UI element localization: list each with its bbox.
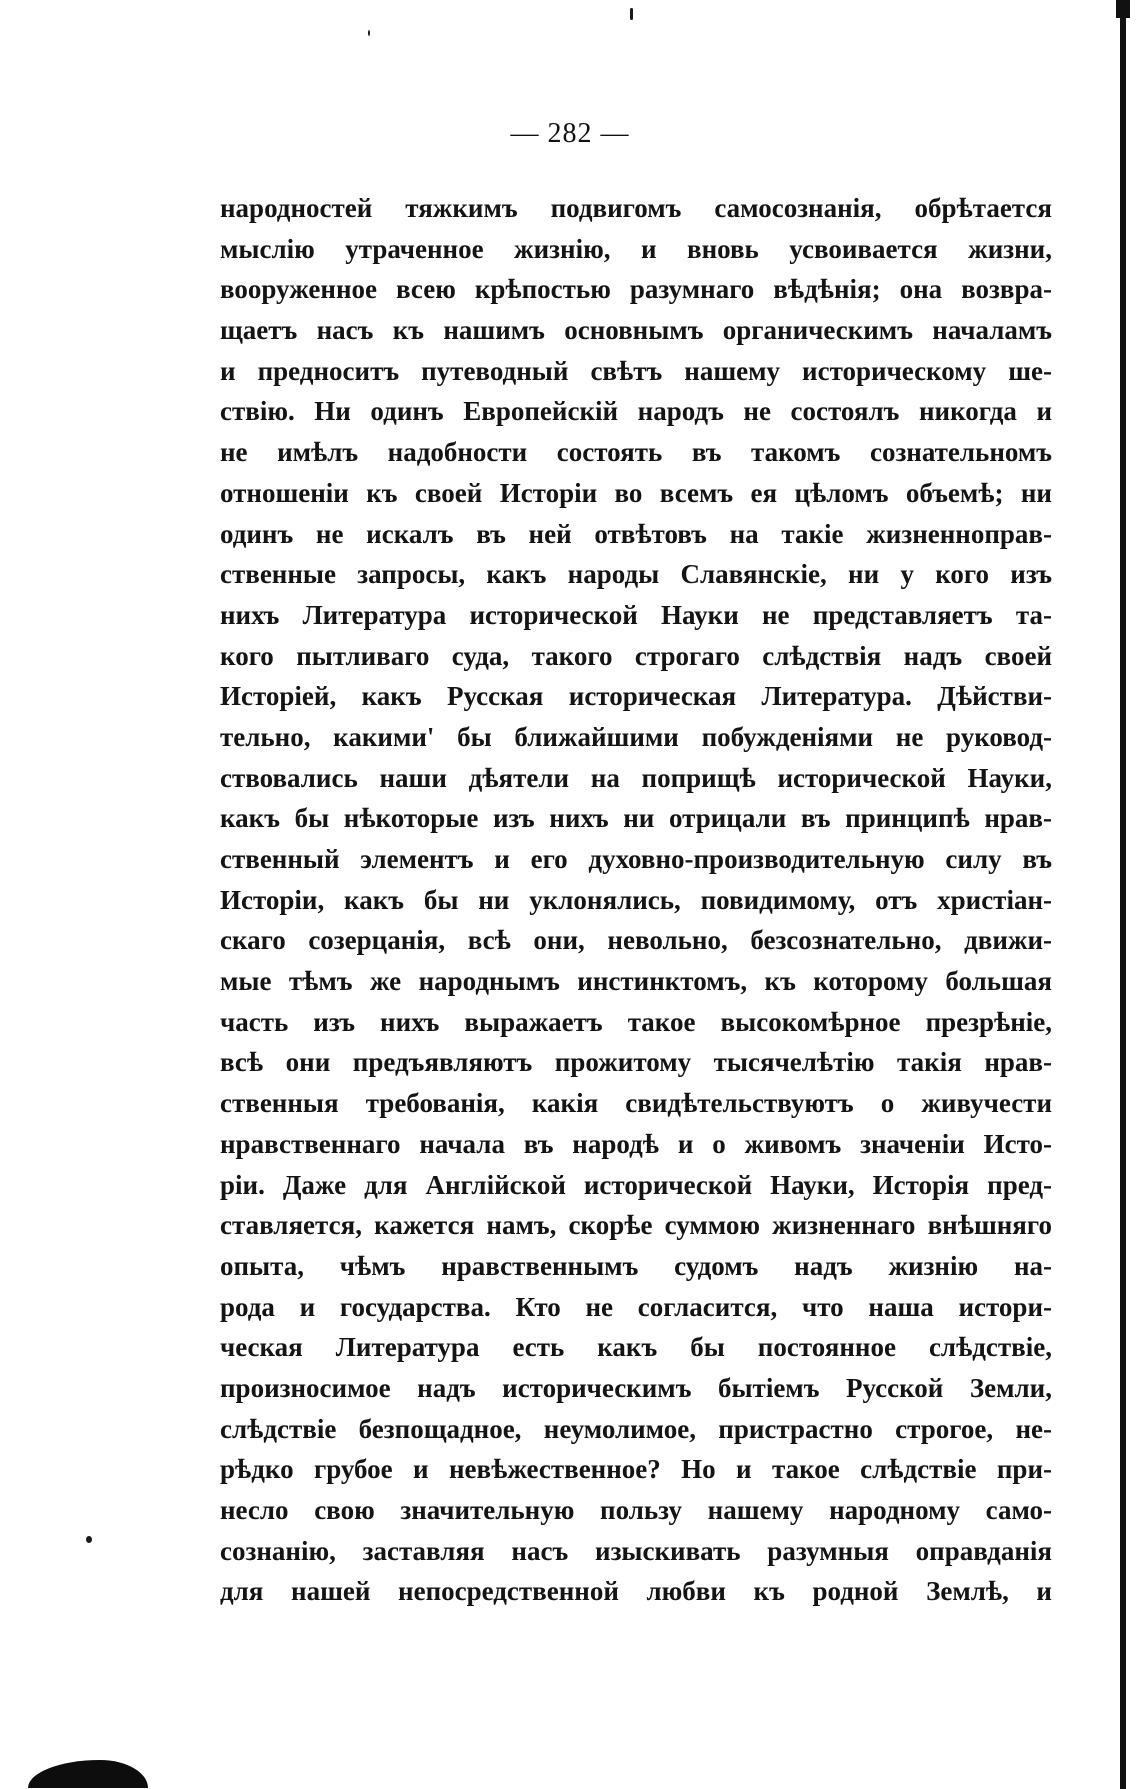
text-line: несло свою значительную пользу нашему народному само- <box>220 1495 1052 1525</box>
text-line: народностей тяжкимъ подвигомъ самосознанія, обрѣтается <box>220 193 1052 223</box>
text-line: нравственнаго начала въ народѣ и о живомъ значеніи Исто- <box>220 1128 1052 1159</box>
ink-speck <box>630 8 633 20</box>
ink-speck <box>86 1536 92 1543</box>
text-line: не имѣлъ надобности состоять въ такомъ сознательномъ <box>220 437 1052 468</box>
text-line: рѣдко грубое и невѣжественное? Но и такое слѣдствіе при- <box>220 1454 1052 1485</box>
text-line: щаетъ насъ къ нашимъ основнымъ органическимъ началамъ <box>220 315 1052 346</box>
text-line: ставляется, кажется намъ, скорѣе суммою жизненнаго внѣшняго <box>220 1210 1052 1241</box>
text-line: опыта, чѣмъ нравственнымъ судомъ надъ жизнію на- <box>220 1250 1052 1281</box>
text-line: рода и государства. Кто не согласится, что наша истори- <box>220 1291 1052 1322</box>
text-line: Исторіей, какъ Русская историческая Литература. Дѣйстви- <box>220 681 1052 712</box>
text-line: какъ бы нѣкоторые изъ нихъ ни отрицали въ принципѣ нрав- <box>220 803 1052 834</box>
text-line: ствовались наши дѣятели на поприщѣ исторической Науки, <box>220 762 1052 793</box>
body-text <box>220 188 1052 1612</box>
text-line: всѣ они предъявляютъ прожитому тысячелѣтію такія нрав- <box>220 1047 1052 1078</box>
page-number: — 282 — <box>510 118 630 149</box>
text-line: скаго созерцанія, всѣ они, невольно, безсознательно, движи- <box>220 925 1052 956</box>
text-line: ческая Литература есть какъ бы постоянное слѣдствіе, <box>220 1332 1052 1363</box>
text-line: ственный элементъ и его духовно-производительную силу въ <box>220 844 1052 874</box>
text-line: для нашей непосредственной любви къ родной Землѣ, и <box>220 1576 1052 1607</box>
text-line: мые тѣмъ же народнымъ инстинктомъ, къ которому большая <box>220 966 1052 997</box>
text-line: и предноситъ путеводный свѣтъ нашему историческому ше- <box>220 355 1052 386</box>
text-line: нихъ Литература исторической Науки не представляетъ та- <box>220 599 1052 630</box>
text-line: ствію. Ни одинъ Европейскій народъ не состоялъ никогда и <box>220 396 1052 427</box>
text-line: тельно, какими' бы ближайшими побужденіями не руковод- <box>220 721 1052 752</box>
text-line: слѣдствіе безпощадное, неумолимое, пристрастно строгое, не- <box>220 1413 1052 1444</box>
text-line: кого пытливаго суда, такого строгаго слѣдствія надъ своей <box>220 640 1052 671</box>
text-line: ственныя требованія, какія свидѣтельствуютъ о живучести <box>220 1088 1052 1119</box>
ink-speck <box>368 30 370 36</box>
text-line: ріи. Даже для Англійской исторической Науки, Исторія пред- <box>220 1169 1052 1200</box>
text-line: вооруженное всею крѣпостью разумнаго вѣдѣнія; она возвра- <box>220 274 1052 305</box>
text-line: Исторіи, какъ бы ни уклонялись, повидимому, отъ христіан- <box>220 884 1052 915</box>
ink-blot <box>28 1760 148 1788</box>
text-line: одинъ не искалъ въ ней отвѣтовъ на такіе жизненноправ- <box>220 518 1052 549</box>
text-line: мыслію утраченное жизнію, и вновь усвоивается жизни, <box>220 233 1052 264</box>
text-line: отношеніи къ своей Исторіи во всемъ ея цѣломъ объемѣ; ни <box>220 477 1052 508</box>
text-line: ственные запросы, какъ народы Славянскіе, ни у кого изъ <box>220 559 1052 590</box>
scan-page-edge <box>1120 0 1126 1789</box>
text-line: часть изъ нихъ выражаетъ такое высокомѣрное презрѣніе, <box>220 1006 1052 1037</box>
text-line: сознанію, заставляя насъ изыскивать разумныя оправданія <box>220 1535 1052 1566</box>
text-line: произносимое надъ историческимъ бытіемъ Русской Земли, <box>220 1372 1052 1403</box>
